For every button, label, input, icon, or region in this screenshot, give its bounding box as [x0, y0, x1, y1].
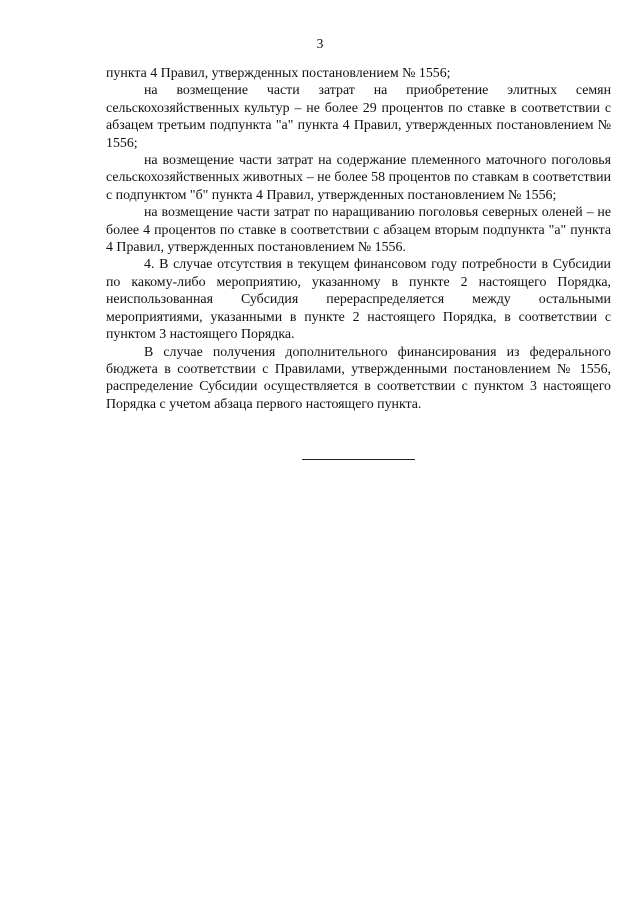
- paragraph: 4. В случае отсутствия в текущем финансовом году потребности в Субсидии по какому-либо мероприятию, указанному в пункте 2 настоящего Порядка, неиспользованная Субсидия перераспределяется между остальными мероприятиями, указанными в пункте 2 настоящего Порядка, в соответствии с пунктом 3 настоящего Порядка.: [106, 257, 611, 343]
- paragraph: на возмещение части затрат на приобретение элитных семян сельскохозяйственных культур – не более 29 процентов по ставке в соответствии с абзацем третьим подпункта "а" пункта 4 Правил, утвержденных постановлением № 1556;: [106, 83, 611, 151]
- paragraph: на возмещение части затрат по наращиванию поголовья северных оленей – не более 4 процентов по ставке в соответствии с абзацем вторым подпункта "а" пункта 4 Правил, утвержденных постановлением № 1556.: [106, 205, 611, 256]
- page-number: 3: [316, 36, 324, 51]
- paragraph: В случае получения дополнительного финансирования из федерального бюджета в соответствии с Правилами, утвержденными постановлением № 1556, распределение Субсидии осуществляется в соответствии с пунктом 3 настоящего Порядка с учетом абзаца первого настоящего пункта.: [106, 344, 611, 412]
- end-separator-line: [302, 459, 415, 460]
- paragraph: на возмещение части затрат на содержание племенного маточного поголовья сельскохозяйственных животных – не более 58 процентов по ставкам в соответствии с подпунктом "б" пункта 4 Правил, утвержденных постановлением № 1556;: [106, 153, 611, 203]
- document-body: [106, 65, 611, 413]
- paragraph: пункта 4 Правил, утвержденных постановлением № 1556;: [106, 66, 451, 81]
